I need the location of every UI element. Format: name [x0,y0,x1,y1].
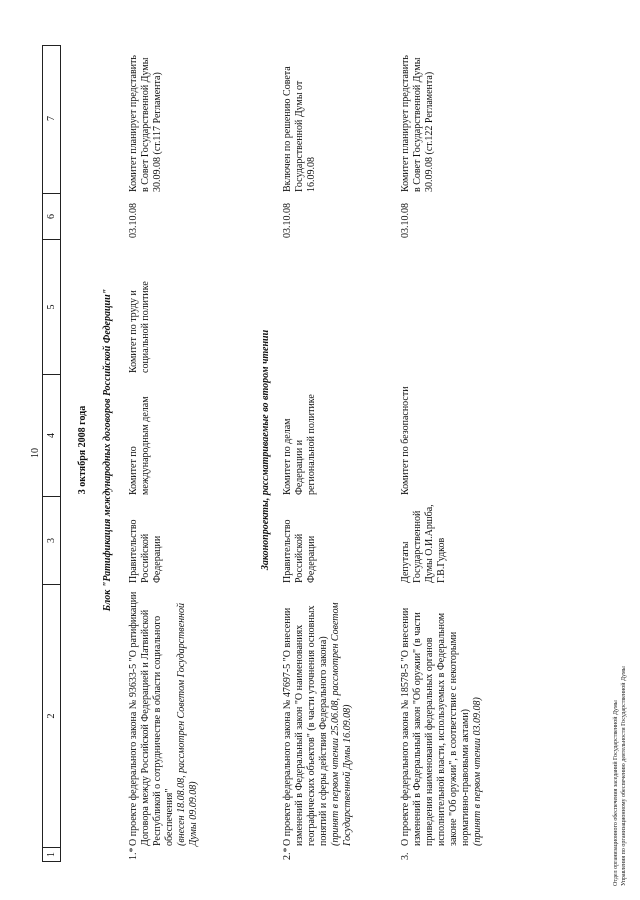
row-note: (внесен 18.08.08, рассмотрен Советом Государственной Думы 09.09.08) [176,602,199,846]
row-number: 3. [400,852,411,860]
row-title: О проекте федерального закона № 93633-5 "О ратификации Договора между Российской Федерацией и Латвийской Республикой о сотрудничестве в области социального обеспечения" [128,591,175,846]
row-initiator: Депутаты Государственной Думы О.И.Аршба, Г.В.Гудков [400,504,447,583]
row-number: 2.* [282,847,293,860]
row-committee: Комитет по международным делам [128,396,151,495]
col-header: 6 [43,193,60,239]
row-co-committee [282,240,354,375]
row-title-cell [128,585,200,848]
row-co-committee: Комитет по труду и социальной политике [128,281,151,373]
col-header: 1 [43,847,60,861]
row-committee: Комитет по делам Федерации и региональной политике [282,394,317,495]
col-header: 3 [43,496,60,584]
row-title-cell [400,585,484,848]
page-number: 10 [30,448,41,458]
row-title-cell [282,585,354,848]
page-footer [612,666,628,886]
footer-line: Управления по организационному обеспечению деятельности Государственной Думы [621,666,627,886]
row-date: 03.10.08 [282,203,293,238]
footer-line: Отдел организационного обеспечения заседаний Государственной Думы [613,700,619,886]
section-heading: Законопроекты, рассматриваемые во втором чтении [260,329,271,571]
row-date: 03.10.08 [400,203,411,238]
col-header: 7 [46,116,57,121]
row-date: 03.10.08 [128,203,139,238]
date-heading: 3 октября 2008 года [77,405,88,495]
row-number: 1.* [128,847,139,860]
row-status: Комитет планирует представить в Совет Государственной Думы 30.09.08 (ст.117 Регламента) [128,55,163,192]
row-status: Включен по решению Совета Государственной Думы от 16.09.08 [282,66,317,192]
row-title: О проекте федерального закона № 47697-5 "О внесении изменений в Федеральный закон "О наименованиях географических объектов" (в части уточнения основных понятий и сферы действия Федерального закона) [282,605,329,846]
col-header: 2 [43,584,60,847]
row-note: (принят в первом чтении 25.06.08, рассмотрен Советом Государственной Думы 16.09.08) [330,602,353,846]
column-number-header [42,45,61,862]
row-initiator: Правительство Российской Федерации [128,519,163,583]
table-row [400,45,484,862]
row-status: Комитет планирует представить в Совет Государственной Думы 30.09.08 (ст.122 Регламента) [400,55,435,192]
row-committee: Комитет по безопасности [400,386,411,495]
row-note: (принят в первом чтении 03.09.08) [472,697,483,846]
row-title: О проекте федерального закона № 18578-5 "О внесении изменений в Федеральный закон "Об оружии" (в части приведения наименований федеральных органов исполнительной власти, используемых в Федеральном законе "Об оружии", в соответствие с некоторыми нормативно-правовыми актами) [400,607,471,846]
row-initiator: Правительство Российской Федерации [282,519,317,583]
col-header: 5 [43,239,60,374]
col-header: 4 [43,374,60,496]
table-row [128,45,200,862]
row-co-committee [400,240,484,375]
block-heading: Блок "Ратификация международных договоров Российской Федерации" [102,288,113,612]
table-row [282,45,354,862]
